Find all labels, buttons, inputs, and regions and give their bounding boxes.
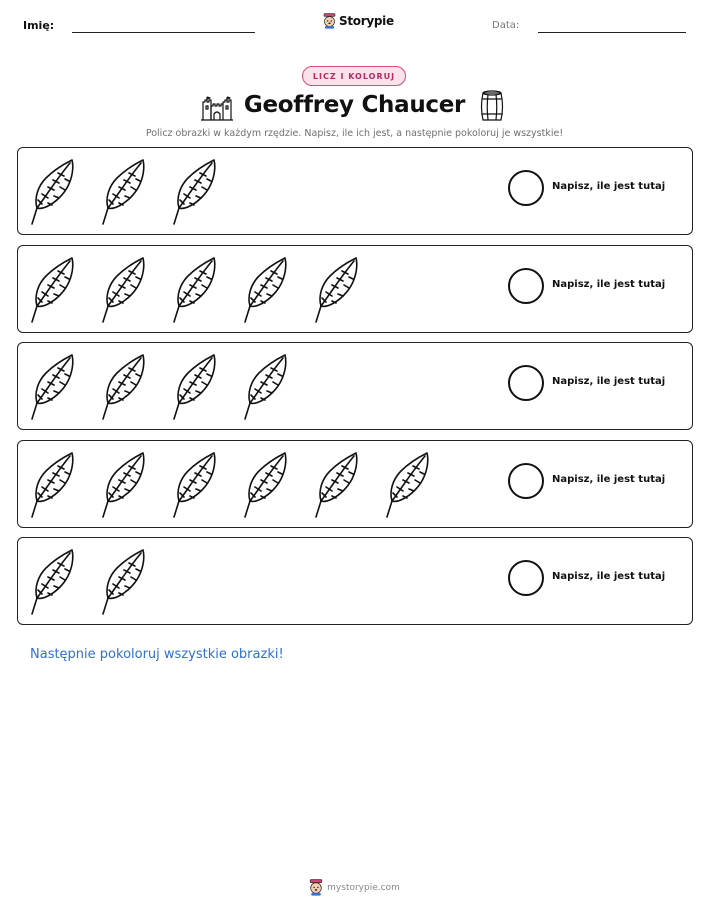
counting-row bbox=[17, 342, 693, 430]
feather-quill-icon[interactable] bbox=[28, 546, 80, 616]
worksheet-title: Geoffrey Chaucer bbox=[243, 92, 466, 118]
feather-quill-icon[interactable] bbox=[312, 254, 364, 324]
worksheet-header bbox=[0, 0, 709, 50]
instruction-text: Policz obrazki w każdym rzędzie. Napisz, ile ich jest, a następnie pokoloruj je wszystkie! bbox=[145, 128, 564, 139]
feather-group bbox=[28, 254, 498, 324]
answer-circle[interactable] bbox=[508, 560, 544, 596]
feather-quill-icon[interactable] bbox=[99, 351, 151, 421]
answer-circle[interactable] bbox=[508, 268, 544, 304]
counting-row bbox=[17, 245, 693, 333]
footer bbox=[0, 879, 709, 896]
answer-circle[interactable] bbox=[508, 365, 544, 401]
feather-quill-icon[interactable] bbox=[99, 156, 151, 226]
answer-label: Napisz, ile jest tutaj bbox=[552, 181, 666, 192]
counting-row bbox=[17, 440, 693, 528]
footer-note: Następnie pokoloruj wszystkie obrazki! bbox=[30, 647, 284, 662]
answer-label: Napisz, ile jest tutaj bbox=[552, 473, 666, 485]
brand-name: Storypie bbox=[339, 14, 394, 28]
feather-group bbox=[28, 351, 498, 421]
feather-quill-icon[interactable] bbox=[170, 254, 222, 324]
brand-logo bbox=[323, 13, 394, 29]
feather-quill-icon[interactable] bbox=[28, 254, 80, 324]
title-row bbox=[0, 90, 709, 126]
feather-quill-icon[interactable] bbox=[28, 449, 80, 519]
date-field[interactable] bbox=[538, 32, 686, 33]
answer-circle[interactable] bbox=[508, 463, 544, 499]
feather-quill-icon[interactable] bbox=[241, 449, 293, 519]
feather-quill-icon[interactable] bbox=[241, 351, 293, 421]
feather-quill-icon[interactable] bbox=[99, 449, 151, 519]
feather-quill-icon[interactable] bbox=[241, 254, 293, 324]
counting-row bbox=[17, 147, 693, 235]
feather-quill-icon[interactable] bbox=[170, 449, 222, 519]
counting-row bbox=[17, 537, 693, 625]
answer-label: Napisz, ile jest tutaj bbox=[552, 278, 666, 290]
feather-group bbox=[28, 546, 498, 616]
barrel-icon bbox=[478, 90, 506, 123]
feather-group bbox=[28, 449, 498, 519]
feather-group bbox=[28, 156, 498, 226]
storypie-bear-icon bbox=[323, 13, 336, 29]
feather-quill-icon[interactable] bbox=[28, 351, 80, 421]
feather-quill-icon[interactable] bbox=[170, 351, 222, 421]
feather-quill-icon[interactable] bbox=[99, 546, 151, 616]
answer-label: Napisz, ile jest tutaj bbox=[552, 376, 666, 387]
storypie-bear-icon bbox=[309, 879, 323, 896]
answer-circle[interactable] bbox=[508, 170, 544, 206]
feather-quill-icon[interactable] bbox=[99, 254, 151, 324]
name-field[interactable] bbox=[72, 32, 255, 33]
answer-label: Napisz, ile jest tutaj bbox=[552, 571, 666, 582]
feather-quill-icon[interactable] bbox=[312, 449, 364, 519]
footer-url: mystorypie.com bbox=[327, 882, 400, 893]
date-label: Data: bbox=[492, 20, 520, 31]
worksheet-type-badge: LICZ I KOLORUJ bbox=[302, 66, 406, 86]
feather-quill-icon[interactable] bbox=[170, 156, 222, 226]
feather-quill-icon[interactable] bbox=[28, 156, 80, 226]
feather-quill-icon[interactable] bbox=[383, 449, 435, 519]
name-label: Imię: bbox=[23, 19, 55, 32]
